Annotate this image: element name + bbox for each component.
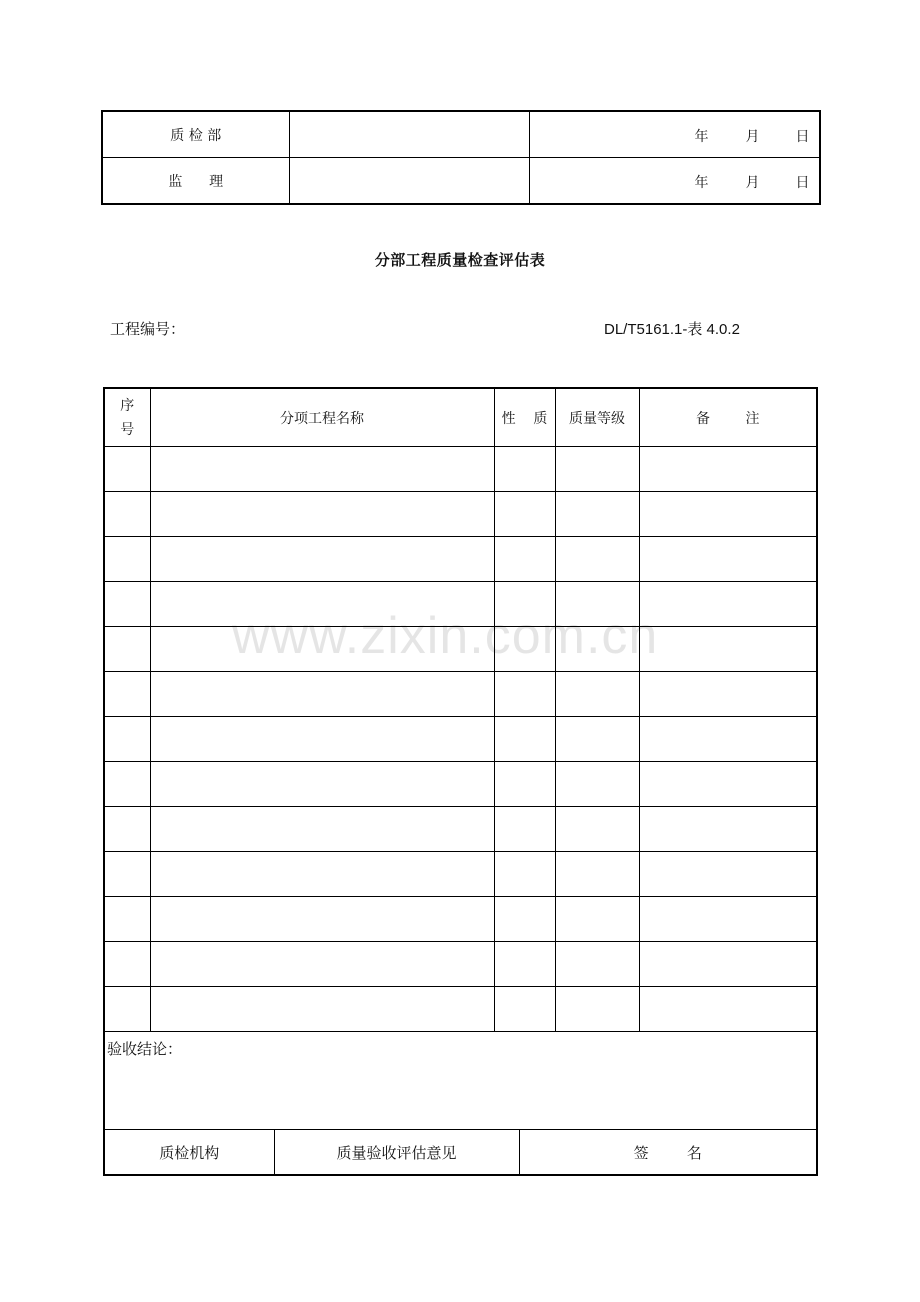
cell-item-name[interactable] (150, 762, 494, 807)
cell-remark[interactable] (639, 987, 817, 1032)
cell-seq[interactable] (104, 897, 150, 942)
header-remark: 备 注 (639, 388, 817, 447)
cell-nature[interactable] (494, 582, 555, 627)
header-seq: 序 号 (104, 388, 150, 447)
table-row (104, 537, 817, 582)
cell-item-name[interactable] (150, 492, 494, 537)
signoff-row-qc (102, 111, 820, 158)
cell-quality-grade[interactable] (555, 447, 639, 492)
signoff-table (101, 110, 821, 205)
table-header-row (104, 388, 817, 447)
cell-remark[interactable] (639, 762, 817, 807)
cell-quality-grade[interactable] (555, 942, 639, 987)
watermark: www.zixin.com.cn (232, 607, 659, 665)
table-row (104, 807, 817, 852)
project-number-label: 工程编号： (110, 320, 186, 338)
footer-row (104, 1130, 817, 1176)
cell-nature[interactable] (494, 447, 555, 492)
cell-quality-grade[interactable] (555, 627, 639, 672)
cell-item-name[interactable] (150, 627, 494, 672)
footer-table (105, 1130, 816, 1174)
form-code: DL/T5161.1-表 4.0.2 (604, 321, 740, 338)
table-row (104, 717, 817, 762)
cell-item-name[interactable] (150, 672, 494, 717)
table-row (104, 672, 817, 717)
signoff-row-supervisor (102, 158, 820, 205)
cell-remark[interactable] (639, 492, 817, 537)
signoff-label-supervisor: 监 理 (102, 158, 289, 205)
date-month: 月 (745, 175, 760, 191)
date-day: 日 (795, 129, 810, 145)
cell-item-name[interactable] (150, 537, 494, 582)
table-row (104, 852, 817, 897)
date-year: 年 (694, 175, 709, 191)
cell-quality-grade[interactable] (555, 537, 639, 582)
cell-seq[interactable] (104, 807, 150, 852)
cell-quality-grade[interactable] (555, 897, 639, 942)
cell-seq[interactable] (104, 537, 150, 582)
footer-opinion: 质量验收评估意见 (274, 1130, 519, 1174)
cell-quality-grade[interactable] (555, 582, 639, 627)
cell-seq[interactable] (104, 582, 150, 627)
table-row (104, 492, 817, 537)
header-quality-grade: 质量等级 (555, 388, 639, 447)
cell-remark[interactable] (639, 627, 817, 672)
cell-remark[interactable] (639, 537, 817, 582)
footer-signature: 签 名 (633, 1143, 702, 1162)
cell-seq[interactable] (104, 717, 150, 762)
cell-nature[interactable] (494, 627, 555, 672)
cell-nature[interactable] (494, 987, 555, 1032)
evaluation-table (103, 387, 818, 1176)
cell-seq[interactable] (104, 987, 150, 1032)
signoff-label-qc: 质 检 部 (102, 111, 289, 158)
cell-nature[interactable] (494, 537, 555, 582)
signoff-date-qc[interactable] (529, 111, 820, 158)
table-row (104, 447, 817, 492)
footer-org: 质检机构 (105, 1130, 274, 1174)
signoff-date-supervisor[interactable] (529, 158, 820, 205)
table-row (104, 582, 817, 627)
cell-quality-grade[interactable] (555, 672, 639, 717)
conclusion-cell[interactable] (104, 1032, 817, 1130)
cell-quality-grade[interactable] (555, 492, 639, 537)
cell-nature[interactable] (494, 762, 555, 807)
page-title: 分部工程质量检查评估表 (374, 251, 546, 269)
conclusion-label: 验收结论： (107, 1040, 183, 1058)
cell-item-name[interactable] (150, 717, 494, 762)
table-row (104, 897, 817, 942)
cell-remark[interactable] (639, 582, 817, 627)
cell-item-name[interactable] (150, 942, 494, 987)
signoff-sign-supervisor[interactable] (289, 158, 529, 205)
cell-seq[interactable] (104, 627, 150, 672)
date-day: 日 (795, 175, 810, 191)
cell-seq[interactable] (104, 852, 150, 897)
cell-remark[interactable] (639, 942, 817, 987)
cell-item-name[interactable] (150, 582, 494, 627)
cell-item-name[interactable] (150, 807, 494, 852)
cell-seq[interactable] (104, 942, 150, 987)
table-body (104, 447, 817, 1032)
cell-item-name[interactable] (150, 447, 494, 492)
cell-quality-grade[interactable] (555, 807, 639, 852)
table-row (104, 762, 817, 807)
cell-quality-grade[interactable] (555, 987, 639, 1032)
conclusion-row (104, 1032, 817, 1130)
cell-remark[interactable] (639, 447, 817, 492)
header-item-name: 分项工程名称 (150, 388, 494, 447)
cell-quality-grade[interactable] (555, 717, 639, 762)
cell-quality-grade[interactable] (555, 762, 639, 807)
cell-nature[interactable] (494, 807, 555, 852)
table-row (104, 627, 817, 672)
cell-item-name[interactable] (150, 987, 494, 1032)
cell-item-name[interactable] (150, 897, 494, 942)
table-row (104, 942, 817, 987)
cell-nature[interactable] (494, 942, 555, 987)
cell-remark[interactable] (639, 672, 817, 717)
cell-remark[interactable] (639, 852, 817, 897)
date-month: 月 (745, 129, 760, 145)
cell-nature[interactable] (494, 672, 555, 717)
cell-seq[interactable] (104, 447, 150, 492)
cell-seq[interactable] (104, 672, 150, 717)
cell-nature[interactable] (494, 492, 555, 537)
cell-quality-grade[interactable] (555, 852, 639, 897)
cell-nature[interactable] (494, 897, 555, 942)
cell-remark[interactable] (639, 807, 817, 852)
cell-item-name[interactable] (150, 852, 494, 897)
signoff-sign-qc[interactable] (289, 111, 529, 158)
header-nature: 性 质 (494, 388, 555, 447)
cell-remark[interactable] (639, 897, 817, 942)
cell-nature[interactable] (494, 717, 555, 762)
table-row (104, 987, 817, 1032)
cell-remark[interactable] (639, 717, 817, 762)
cell-seq[interactable] (104, 492, 150, 537)
cell-seq[interactable] (104, 762, 150, 807)
cell-nature[interactable] (494, 852, 555, 897)
date-year: 年 (694, 129, 709, 145)
